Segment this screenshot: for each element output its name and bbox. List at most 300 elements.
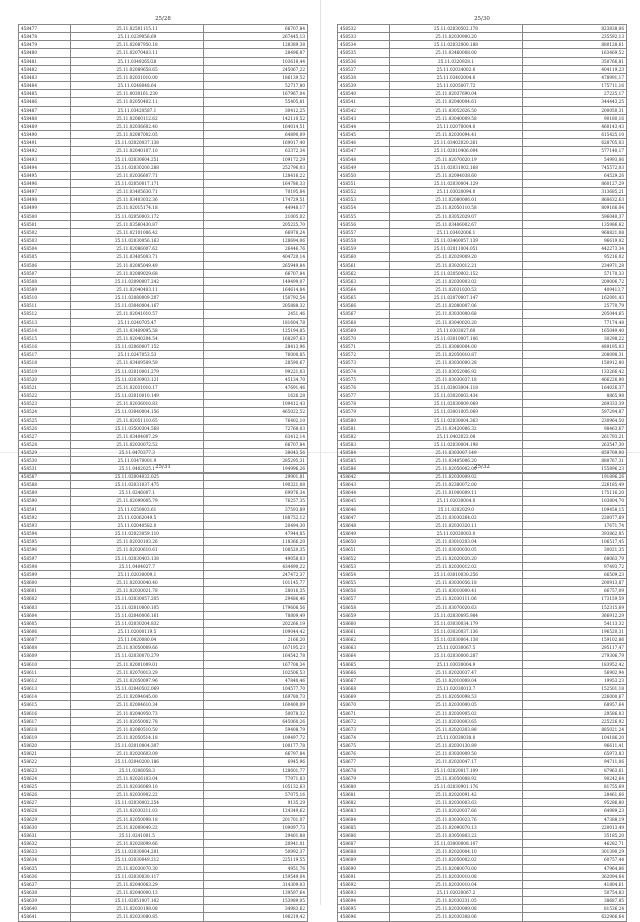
cadastral-code: 25.11.02030003.02 (390, 277, 523, 285)
amount: 28496,87 (203, 49, 307, 57)
row-number: 458534 (338, 41, 390, 49)
amount: 139597,64 (203, 888, 307, 896)
table-row (19, 489, 308, 497)
cadastral-code: 25.11.03020094.0 (390, 188, 523, 196)
cadastral-code: 25.11.02050010.87 (390, 351, 523, 359)
table-row (338, 717, 627, 725)
table-row (338, 25, 627, 33)
table-row (19, 872, 308, 880)
cadastral-code: 25.11.03404007.29 (71, 432, 204, 440)
row-number: 458501 (19, 220, 71, 228)
amount: 27225,17 (522, 90, 626, 98)
cadastral-code: 25.11.02030002.254 (71, 799, 204, 807)
table-row (19, 905, 308, 913)
amount: 809166,04 (522, 204, 626, 212)
cadastral-code: 25.11.02030005.02 (390, 709, 523, 717)
amount: 168297,63 (203, 334, 307, 342)
amount: 52717,80 (203, 82, 307, 90)
cadastral-code: 25.11.02040403.11 (71, 286, 204, 294)
amount: 880767,31 (522, 457, 626, 465)
row-number: 458617 (19, 717, 71, 725)
amount: 63372,34 (203, 147, 307, 155)
table-row (338, 302, 627, 310)
amount: 279306,79 (522, 652, 626, 660)
row-number: 458616 (19, 709, 71, 717)
row-number: 458692 (338, 880, 390, 888)
cadastral-code: 25.11.02050002.02 (390, 856, 523, 864)
table-row (338, 179, 627, 187)
table-row (338, 106, 627, 114)
cadastral-code: 25.11.03070020.63 (390, 603, 523, 611)
table-row (19, 750, 308, 758)
row-number: 458537 (338, 65, 390, 73)
row-number: 458565 (338, 294, 390, 302)
row-number: 458551 (338, 179, 390, 187)
amount: 44948,17 (203, 204, 307, 212)
row-number: 458654 (338, 570, 390, 578)
amount: 164014,51 (203, 122, 307, 130)
cadastral-code: 25.11.02030204.832 (71, 619, 204, 627)
row-number: 458561 (338, 261, 390, 269)
cadastral-code: 25.11.02087002.05 (71, 131, 204, 139)
cadastral-code: 25.11.02030901.176 (390, 782, 523, 790)
table-row (338, 619, 627, 627)
cadastral-code: 25.11.02020037.138 (71, 139, 204, 147)
table-row (338, 685, 627, 693)
cadastral-code: 25.11.02030009.02 (390, 473, 523, 481)
row-number: 458686 (338, 831, 390, 839)
row-number: 458577 (338, 392, 390, 400)
cadastral-code: 25.11.02030094.41 (390, 131, 523, 139)
table-row (19, 848, 308, 856)
table-row (19, 668, 308, 676)
amount: 28461,66 (522, 791, 626, 799)
table-row (338, 815, 627, 823)
row-number: 458516 (19, 343, 71, 351)
row-number: 458584 (338, 449, 390, 457)
amount: 267445,13 (203, 33, 307, 41)
cadastral-code: 25.11.02040006.161 (71, 611, 204, 619)
amount: 1626,28 (203, 392, 307, 400)
amount: 615425,10 (522, 131, 626, 139)
cadastral-code: 25.11.03405006.20 (390, 457, 523, 465)
table-row (338, 595, 627, 603)
row-number: 458589 (19, 489, 71, 497)
cadastral-code: 25.11.02050003.172 (71, 212, 204, 220)
cadastral-code: 25.11.02030000.287 (390, 652, 523, 660)
table-row (338, 864, 627, 872)
table-row (338, 318, 627, 326)
amount: 174729,51 (203, 196, 307, 204)
row-number: 458620 (19, 742, 71, 750)
row-number: 458640 (19, 905, 71, 913)
cadastral-code: 25.11.0240705.47 (71, 318, 204, 326)
row-number: 458604 (19, 611, 71, 619)
row-number: 458623 (19, 766, 71, 774)
cadastral-code: 25.11.02089029.68 (71, 269, 204, 277)
table-row (19, 481, 308, 489)
row-number: 458489 (19, 122, 71, 130)
data-table (18, 472, 308, 922)
cadastral-code: 25.11.02028099.66 (71, 840, 204, 848)
table-row (19, 228, 308, 236)
table-row (338, 122, 627, 130)
row-number: 458528 (19, 440, 71, 448)
amount: 173159,59 (522, 595, 626, 603)
amount: 261793,21 (522, 432, 626, 440)
row-number: 458637 (19, 880, 71, 888)
table-body (19, 25, 308, 474)
cadastral-code: 25.11.02030902.22 (71, 791, 204, 799)
row-number: 458653 (338, 562, 390, 570)
table-row (338, 676, 627, 684)
row-number: 458676 (338, 750, 390, 758)
table-row (338, 481, 627, 489)
cadastral-code: 25.11.02031037.475 (71, 481, 204, 489)
amount: 97493,72 (522, 562, 626, 570)
row-number: 458656 (338, 587, 390, 595)
table-row (19, 41, 308, 49)
cadastral-code: 25.11.0206058.3 (71, 766, 204, 774)
cadastral-code: 25.11.02020003.0 (390, 530, 523, 538)
cadastral-code: 25.11.0030161.230 (71, 90, 204, 98)
amount: 404119,23 (522, 65, 626, 73)
amount: 404720,14 (203, 253, 307, 261)
table-row (19, 294, 308, 302)
row-number: 458587 (19, 473, 71, 481)
cadastral-code: 25.11.02030610.61 (71, 546, 204, 554)
amount: 49058,03 (203, 554, 307, 562)
amount: 4951,76 (203, 864, 307, 872)
row-number: 458593 (19, 521, 71, 529)
amount: 434490,22 (203, 562, 307, 570)
row-number: 458586 (338, 465, 390, 473)
amount: 196219,42 (203, 913, 307, 921)
row-number: 458649 (338, 530, 390, 538)
cadastral-code: 25.11.03030037.18 (390, 375, 523, 383)
row-number: 458661 (338, 627, 390, 635)
cadastral-code: 25.11.02085049.49 (71, 261, 204, 269)
row-number: 458552 (338, 188, 390, 196)
row-number: 458592 (19, 513, 71, 521)
amount: 69976,34 (203, 489, 307, 497)
table-row (19, 888, 308, 896)
table-row (338, 856, 627, 864)
amount: 20494,30 (203, 521, 307, 529)
amount: 128389,38 (203, 41, 307, 49)
table-row (338, 98, 627, 106)
amount: 201701,07 (203, 815, 307, 823)
table-row (19, 880, 308, 888)
amount: 109458,15 (522, 505, 626, 513)
row-number: 458484 (19, 82, 71, 90)
row-number: 458613 (19, 685, 71, 693)
amount: 118366,20 (203, 538, 307, 546)
row-number: 458629 (19, 815, 71, 823)
cadastral-code: 25.11.02020067.2 (390, 888, 523, 896)
amount: 37593,89 (203, 505, 307, 513)
data-table (337, 472, 627, 922)
amount: 29586,03 (522, 709, 626, 717)
row-number: 458619 (19, 734, 71, 742)
amount: 104577,70 (203, 685, 307, 693)
cadastral-code: 25.11.02030903.121 (71, 375, 204, 383)
cadastral-code: 25.11.02070013.29 (71, 668, 204, 676)
cadastral-code: 25.11.02030004.201 (71, 848, 204, 856)
table-row (338, 611, 627, 619)
row-number: 458497 (19, 188, 71, 196)
cadastral-code: 25.11.02070007.147 (390, 294, 523, 302)
amount: 344443,25 (522, 98, 626, 106)
cadastral-code: 25.11.02030604.251 (71, 155, 204, 163)
amount: 95216,02 (522, 253, 626, 261)
row-number: 458643 (338, 481, 390, 489)
table-row (19, 351, 308, 359)
cadastral-code: 25.11.0303007.149 (390, 449, 523, 457)
table-row (19, 196, 308, 204)
cadastral-code: 25.11.03403032.36 (71, 196, 204, 204)
amount: 466226,90 (522, 375, 626, 383)
row-number: 458679 (338, 774, 390, 782)
table-row (19, 302, 308, 310)
amount: 104186,20 (522, 734, 626, 742)
table-row (19, 815, 308, 823)
row-number: 458622 (19, 758, 71, 766)
row-number: 458694 (338, 897, 390, 905)
amount: 860127,29 (522, 179, 626, 187)
table-row (19, 139, 308, 147)
row-number: 458542 (338, 106, 390, 114)
cadastral-code: 25.11.02050098.53 (390, 693, 523, 701)
table-row (19, 25, 308, 33)
table-row (338, 701, 627, 709)
amount: 489195,03 (522, 343, 626, 351)
row-number: 458572 (338, 351, 390, 359)
table-row (19, 359, 308, 367)
cadastral-code: 25.11.02029009.20 (390, 253, 523, 261)
amount: 314309,03 (203, 880, 307, 888)
row-number: 458503 (19, 237, 71, 245)
row-number: 458488 (19, 114, 71, 122)
amount: 29901,81 (203, 473, 307, 481)
table-row (338, 269, 627, 277)
cadastral-code: 25.11.02031010.17 (71, 383, 204, 391)
amount: 133266,42 (522, 367, 626, 375)
amount: 99221,03 (203, 367, 307, 375)
row-number: 458520 (19, 375, 71, 383)
table-row (19, 204, 308, 212)
cadastral-code: 25.11.03000008.107 (390, 840, 523, 848)
row-number: 458644 (338, 489, 390, 497)
row-number: 458513 (19, 318, 71, 326)
table-row (19, 114, 308, 122)
amount: 66707,84 (203, 440, 307, 448)
sheet-title: 25/31 (155, 464, 171, 470)
row-number: 458530 (19, 457, 71, 465)
table-row (19, 774, 308, 782)
cadastral-code: 25.11.02030095.984 (390, 611, 523, 619)
cadastral-code: 25.11.02026103.04 (71, 774, 204, 782)
amount: 164786,33 (203, 179, 307, 187)
table-row (19, 449, 308, 457)
row-number: 458539 (338, 82, 390, 90)
amount: 54113,32 (522, 619, 626, 627)
table-row (19, 530, 308, 538)
amount: 102506,53 (203, 668, 307, 676)
row-number: 458677 (338, 758, 390, 766)
amount: 72768,03 (203, 424, 307, 432)
row-number: 458602 (19, 595, 71, 603)
amount: 159102,86 (522, 636, 626, 644)
cadastral-code: 25.11.02089658.65 (71, 65, 204, 73)
table-row (19, 897, 308, 905)
table-row (338, 888, 627, 896)
row-number: 458636 (19, 872, 71, 880)
row-number: 458574 (338, 367, 390, 375)
amount: 25770,79 (522, 302, 626, 310)
amount: 301390,29 (522, 848, 626, 856)
table-row (338, 652, 627, 660)
cadastral-code: 25.11.03405630.71 (71, 188, 204, 196)
amount: 57075,16 (203, 791, 307, 799)
cadastral-code: 25.11.03460008.00 (390, 49, 523, 57)
table-row (19, 416, 308, 424)
cadastral-code: 25.11.03470001.9 (71, 457, 204, 465)
row-number: 458543 (338, 114, 390, 122)
amount: 409413,7 (522, 286, 626, 294)
cadastral-code: 25.11.02080070.00 (390, 864, 523, 872)
row-number: 458549 (338, 163, 390, 171)
cadastral-code: 25.11.02094045.00 (71, 693, 204, 701)
table-row (338, 766, 627, 774)
cadastral-code: 25.11.03052026.50 (390, 106, 523, 114)
row-number: 458689 (338, 856, 390, 864)
row-number: 458554 (338, 204, 390, 212)
row-number: 458658 (338, 603, 390, 611)
row-number: 458681 (338, 791, 390, 799)
cadastral-code: 25.11.02020303.88 (390, 725, 523, 733)
table-row (19, 766, 308, 774)
cadastral-code: 25.11.02030057.205 (71, 595, 204, 603)
amount: 76402,10 (203, 416, 307, 424)
amount: 77971,03 (203, 774, 307, 782)
cadastral-code: 25.11.03040009.58 (390, 114, 523, 122)
cadastral-code: 25.11.02030231.05 (390, 897, 523, 905)
amount: 188752,12 (203, 513, 307, 521)
row-number: 458597 (19, 554, 71, 562)
cadastral-code: 25.11.03030034.179 (390, 619, 523, 627)
amount: 628705,03 (522, 139, 626, 147)
cadastral-code: 25.11.02030004.129 (390, 179, 523, 187)
row-number: 458663 (338, 644, 390, 652)
row-number: 458546 (338, 139, 390, 147)
row-number: 458541 (338, 98, 390, 106)
table-row (19, 611, 308, 619)
row-number: 458609 (19, 652, 71, 660)
amount: 109172,29 (203, 155, 307, 163)
row-number: 458678 (338, 766, 390, 774)
row-number: 458634 (19, 856, 71, 864)
amount: 35185,20 (522, 831, 626, 839)
table-row (338, 758, 627, 766)
cadastral-code: 25.11.02036602.40 (71, 122, 204, 130)
row-number: 458690 (338, 864, 390, 872)
cadastral-code: 25.11.03040020.20 (390, 318, 523, 326)
amount: 64890,09 (203, 131, 307, 139)
row-number: 458666 (338, 668, 390, 676)
cadastral-code: 25.11.02050002.00 (390, 465, 523, 473)
amount: 362094,64 (522, 872, 626, 880)
row-number: 458498 (19, 196, 71, 204)
table-row (19, 652, 308, 660)
cadastral-code: 25.11.02050402.11 (71, 98, 204, 106)
row-number: 458560 (338, 253, 390, 261)
table-row (19, 913, 308, 921)
row-number: 458646 (338, 505, 390, 513)
cadastral-code: 25.11.0303027.60 (390, 326, 523, 334)
cadastral-code: 25.11.02040502.069 (71, 685, 204, 693)
table-row (19, 497, 308, 505)
cadastral-code: 25.11.03050009.66 (71, 644, 204, 652)
row-number: 458496 (19, 179, 71, 187)
table-row (19, 261, 308, 269)
table-row (338, 147, 627, 155)
table-row (19, 562, 308, 570)
cadastral-code: 25.11.02020037.47 (390, 668, 523, 676)
table-row (338, 570, 627, 578)
amount: 78809,49 (203, 611, 307, 619)
cadastral-code: 25.11.02010406.004 (390, 147, 523, 155)
amount: 745572,03 (522, 163, 626, 171)
cadastral-code: 25.11.02050002.78 (71, 717, 204, 725)
cadastral-code: 25.11.02070020.19 (390, 155, 523, 163)
row-number: 458568 (338, 318, 390, 326)
amount: 442273,34 (522, 245, 626, 253)
table-row (19, 758, 308, 766)
row-number: 458624 (19, 774, 71, 782)
table-row (19, 318, 308, 326)
row-number: 458610 (19, 660, 71, 668)
table-row (19, 343, 308, 351)
table-row (19, 131, 308, 139)
table-row (338, 897, 627, 905)
row-number: 458652 (338, 554, 390, 562)
cadastral-code: 25.11.0248048.64 (71, 82, 204, 90)
table-row (338, 57, 627, 65)
amount: 28016,35 (203, 587, 307, 595)
cadastral-code: 25.11.0320928.1 (390, 57, 523, 65)
amount: 252796,03 (203, 163, 307, 171)
cadastral-code: 25.11.02030000.05 (390, 701, 523, 709)
row-number: 458573 (338, 359, 390, 367)
table-row (19, 57, 308, 65)
cadastral-code: 25.11.02030111.06 (390, 595, 523, 603)
row-number: 458590 (19, 497, 71, 505)
amount: 162091,43 (522, 294, 626, 302)
table-row (19, 375, 308, 383)
amount: 577140,17 (522, 147, 626, 155)
cadastral-code: 25.11.02037690.04 (390, 90, 523, 98)
table-row (338, 294, 627, 302)
row-number: 458556 (338, 220, 390, 228)
row-number: 458563 (338, 277, 390, 285)
table-row (19, 400, 308, 408)
table-row (19, 269, 308, 277)
table-row (338, 840, 627, 848)
row-number: 458600 (19, 579, 71, 587)
row-number: 458478 (19, 33, 71, 41)
row-number: 458651 (338, 546, 390, 554)
